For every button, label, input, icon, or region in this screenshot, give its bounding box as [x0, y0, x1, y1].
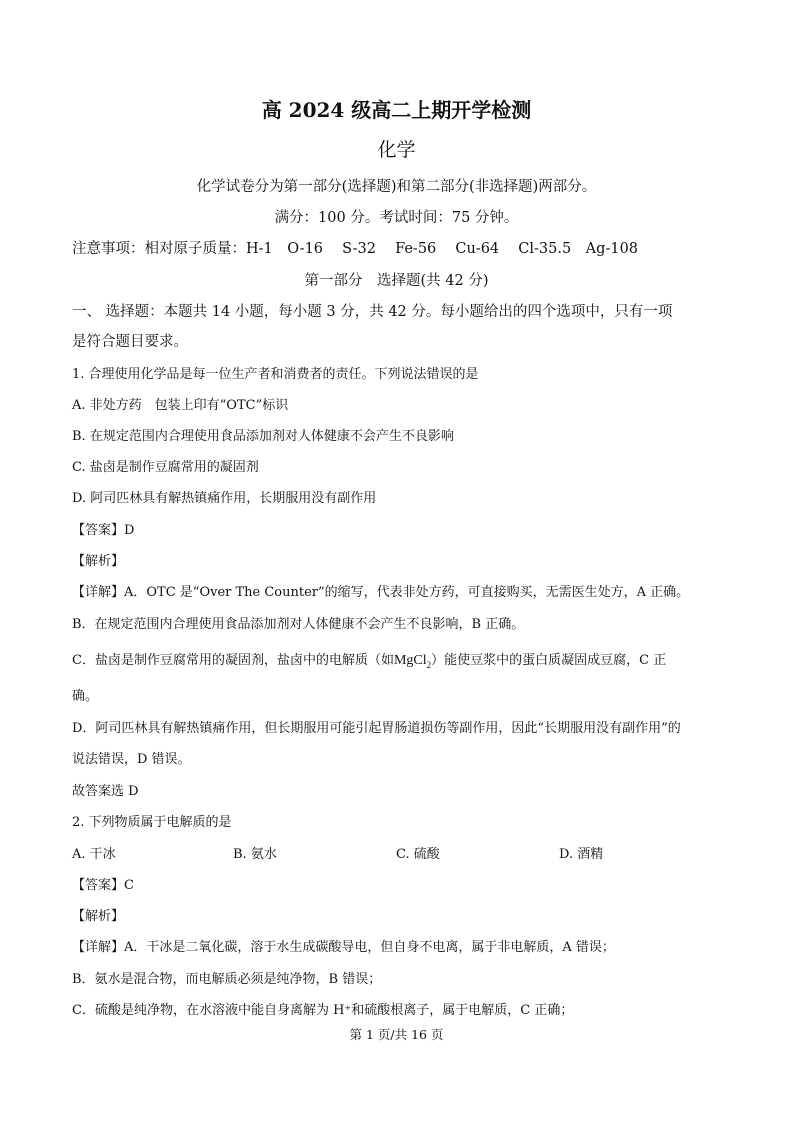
question-1-option-c: C. 盐卤是制作豆腐常用的凝固剂: [72, 460, 259, 475]
subject-title: 化学: [377, 139, 416, 161]
page-footer: 第 1 页/共 16 页: [349, 1027, 444, 1042]
question-2-detail-a: 【详解】A．干冰是二氧化碳，溶于水生成碳酸导电，但自身不电离，属于非电解质，A 错误；: [72, 940, 615, 955]
notes-atomic-mass: 注意事项：相对原子质量：H-1 O-16 S-32 Fe-56 Cu-64 Cl-35.5 Ag-108: [72, 241, 639, 257]
question-1-detail-c-part2: ）能使豆浆中的蛋白质凝固成豆腐，C 正: [431, 653, 667, 668]
question-1-answer: 【答案】D: [72, 523, 135, 538]
question-2-option-b: B. 氨水: [233, 847, 277, 862]
question-1-option-d: D. 阿司匹林具有解热镇痛作用，长期服用没有副作用: [72, 491, 377, 506]
question-1-conclusion: 故答案选 D: [72, 784, 139, 799]
question-1-option-a: A. 非处方药 包装上印有“OTC”标识: [72, 398, 289, 413]
question-1-analysis-label: 【解析】: [72, 554, 125, 569]
question-2-option-a: A. 干冰: [72, 847, 116, 862]
question-1-detail-d: D．阿司匹林具有解热镇痛作用，但长期服用可能引起胃肠道损伤等副作用，因此“长期服用没有副作用”的: [72, 721, 681, 736]
question-1-detail-c: [72, 651, 666, 675]
question-1-option-b: B. 在规定范围内合理使用食品添加剂对人体健康不会产生不良影响: [72, 429, 454, 444]
question-2-detail-b: B．氨水是混合物，而电解质必须是纯净物，B 错误；: [72, 972, 382, 987]
exam-intro: 化学试卷分为第一部分(选择题)和第二部分(非选择题)两部分。: [196, 179, 597, 195]
question-1-detail-a: 【详解】A．OTC 是“Over The Counter”的缩写，代表非处方药，可直接购买，无需医生处方，A 正确。: [72, 585, 690, 600]
section-instructions-line1: 一、 选择题：本题共 14 小题，每小题 3 分，共 42 分。每小题给出的四个选项中，只有一项: [72, 304, 673, 320]
question-2-option-d: D. 酒精: [559, 847, 604, 862]
score-time: 满分：100 分。考试时间：75 分钟。: [274, 210, 519, 226]
question-2-analysis-label: 【解析】: [72, 909, 125, 924]
section-instructions-line2: 是符合题目要求。: [72, 334, 188, 350]
question-2-answer: 【答案】C: [72, 878, 134, 893]
mgcl2-formula: MgCl$_2$: [393, 653, 432, 670]
exam-title: 高 2024 级高二上期开学检测: [261, 98, 532, 122]
question-2-option-c: C. 硫酸: [396, 847, 440, 862]
question-1-stem: 1. 合理使用化学品是每一位生产者和消费者的责任。下列说法错误的是: [72, 367, 479, 382]
part-title: 第一部分 选择题(共 42 分): [304, 273, 489, 289]
question-2-detail-c: C．硫酸是纯净物，在水溶液中能自身离解为 H⁺和硫酸根离子，属于电解质，C 正确；: [72, 1003, 574, 1018]
question-1-detail-c-part1: C．盐卤是制作豆腐常用的凝固剂，盐卤中的电解质（如: [72, 653, 394, 668]
question-2-stem: 2. 下列物质属于电解质的是: [72, 815, 232, 830]
question-1-detail-d-cont: 说法错误，D 错误。: [72, 752, 191, 767]
question-1-detail-c-cont: 确。: [72, 689, 99, 704]
question-1-detail-b: B．在规定范围内合理使用食品添加剂对人体健康不会产生不良影响，B 正确。: [72, 617, 525, 632]
